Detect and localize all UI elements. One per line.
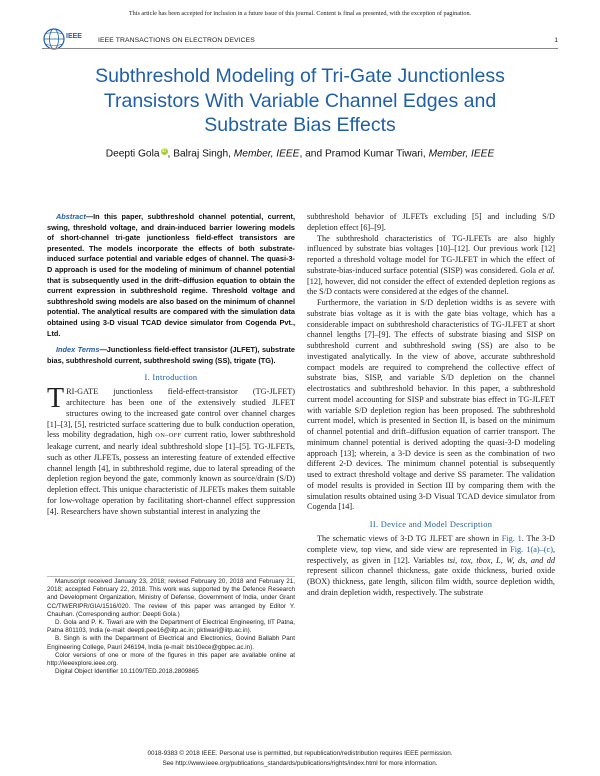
header-divider <box>42 48 558 49</box>
author-membership: Member, IEEE <box>428 148 495 160</box>
footnote-doi: Digital Object Identifier 10.1109/TED.2018.2809865 <box>55 668 199 676</box>
left-column <box>47 212 295 517</box>
permissions-line: See http://www.ieee.org/publications_standards/publications/rights/index.html for more information. <box>162 760 438 767</box>
right-paragraph-0: subthreshold behavior of JLFETs excluding [5] and including S/D depletion effect [6]–[9]. <box>307 212 555 232</box>
paragraph-text: The subthreshold characteristics of TG-JLFETs are also highly influenced by substrate bias voltages [10]–[12]. Our previous work [12] reported a threshold voltage model for TG-JLFET in which the effect of substrate-bias-induced surface potential (SISP) was considered. Gola <box>307 233 555 275</box>
author-name: Deepti Gola <box>105 148 160 160</box>
abstract <box>47 212 295 339</box>
right-paragraph-1 <box>307 234 555 299</box>
figure-link[interactable]: Fig. 1 <box>501 534 522 543</box>
section-heading-introduction: I. Introduction <box>144 373 198 383</box>
paragraph-text: , respectively, as given in [12]. Variables <box>307 544 555 565</box>
footnote-manuscript: Manuscript received January 23, 2018; revised February 20, 2018 and February 21, 2018; accepted February 22, 2018. This work was supported by the Defence Research and Development Organization, Ministry of Defense, Government of India, under Grant CC/TM/ERIPR/GIA/1516/020. The review of this paper was arranged by Editor Y. Chauhan. (Corresponding author: Deepti Gola.) <box>47 578 295 618</box>
abstract-label: Abstract <box>56 212 86 221</box>
author-separator: , Balraj Singh, <box>167 148 234 160</box>
paragraph-text: The schematic views of 3-D TG JLFET are shown in <box>317 534 502 543</box>
journal-name: IEEE TRANSACTIONS ON ELECTRON DEVICES <box>98 37 255 44</box>
paragraph-text: represent silicon channel thickness, gate oxide thickness, buried oxide (BOX) thickness, gate length, silicon film width, source depletion width, and drain depletion width, respectively. The substrate <box>307 566 555 597</box>
paragraph-text: . The 3-D complete view, top view, and side view are represented in <box>307 534 555 554</box>
index-terms-label: Index Terms <box>56 345 100 355</box>
orcid-icon[interactable]: iD <box>161 148 167 154</box>
footnotes <box>47 578 295 676</box>
author-line <box>40 148 560 159</box>
footnote-color: Color versions of one or more of the figures in this paper are available online at http://ieeexplore.ieee.org. <box>47 651 295 668</box>
index-terms <box>47 345 295 366</box>
figure-link[interactable]: Fig. 1(a)–(c) <box>510 544 553 554</box>
intro-paragraph <box>47 383 295 517</box>
right-paragraph-3 <box>307 534 555 599</box>
page-number: 1 <box>554 37 558 44</box>
paper-title: Subthreshold Modeling of Tri-Gate Junctionless Transistors With Variable Channel Edges and Substrate Bias Effects <box>95 65 505 136</box>
right-column <box>307 212 555 599</box>
acceptance-notice: This article has been accepted for inclusion in a future issue of this journal. Content is final as presented, with the exception of pagination. <box>128 10 472 17</box>
drop-cap: T <box>47 383 65 415</box>
right-paragraph-2: Furthermore, the variation in S/D depletion widths is as severe with substrate bias voltage as it is with the gate bias voltage, which has a considerable impact on subthreshold characteristics of TG-JLFET at short channel lengths [7]–[9]. The effects of substrate biasing and SISP on subthreshold current and subthreshold swing (SS) are also to be investigated analytically. In the view of above, accurate subthreshold compact models are required to comprehend the collective effect of substrate bias, SISP, and variable S/D depletion on the channel electrostatics and subthreshold behavior. In this paper, a subthreshold current model accounting for SISP and substrate bias effect in TG-JLFET with variable S/D depletion region has been proposed. The subthreshold current model, which is presented in Section II, is based on the minimum of channel potential and drift–diffusion equation of carrier transport. The minimum channel potential is derived adopting the quasi-3-D modeling approach [13]; wherein, a 3-D device is seen as the combination of two different 2-D devices. The minimum channel potential is subsequently used to extract threshold voltage and derive SS parameter. The validation of model results is provided in Section III by comparing them with the simulation results obtained using 3-D Visual TCAD device simulator from Cogenda [14]. <box>307 298 555 512</box>
author-separator: , and Pramod Kumar Tiwari, <box>299 148 429 160</box>
copyright-line: 0018-9383 © 2018 IEEE. Personal use is permitted, but republication/redistribution requires IEEE permission. <box>147 750 453 757</box>
footnote-affiliation-1: D. Gola and P. K. Tiwari are with the Department of Electrical Engineering, IIT Patna, Patna 801103, India (e-mail: deepti.pee16@iitp.ac.in; pktiwari@iitp.ac.in). <box>47 619 295 635</box>
intro-text-cont: current ratio, lower subthreshold leakage current, and nearly ideal subthreshold slope [1]–[5]. TG-JLFETs, such as other JLFETs, possess an interesting feature of extended effective channel length [4], in subthreshold regime, due to lateral spreading of the depletion region beyond the gate, commonly known as source/drain (S/D) depletion effect. This unique characteristic of JLFETs makes them suitable for low-voltage operation by facilitating short-channel effect suppression [4]. Researchers have shown substantial interest in analyzing the <box>47 430 295 516</box>
footnote-divider <box>47 576 295 577</box>
abstract-text: —In this paper, subthreshold channel potential, current, swing, threshold voltage, and drain-induced barrier lowering models of short-channel tri-gate junctionless field-effect transistors are presented. The models incorporate the effects of both substrate-induced surface potential and variable edges of channel. The quasi-3-D approach is used for the modeling of minimum of channel potential that is subsequently used in the drift–diffusion equation to obtain the current expression in subthreshold regime. Threshold voltage and subthreshold swing models are also based on the minimum of channel potential. The analytical results are compared with the simulation data obtained using 3-D visual TCAD device simulator from Cogenda Pvt., Ltd. <box>47 212 295 338</box>
et-al-text: et al. <box>538 265 555 275</box>
footnote-affiliation-2: B. Singh is with the Department of Electrical and Electronics, Govind Ballabh Pant Engineering College, Pauri 246194, India (e-mail: bls10ece@gbpec.ac.in). <box>47 635 295 651</box>
variables-text: tsi, tox, tbox, L, W, ds, and dd <box>447 555 555 565</box>
intro-text: RI-GATE junctionless field-effect-transistor (TG-JLFET) architecture has been one of the extensively studied JLFET structures owing to the increased gate control over channel charges [1]–[3], [5], restricted surface scattering due to bulk conduction operation, less mobility degradation, high <box>47 387 295 440</box>
on-off-text: ON–OFF <box>155 432 182 440</box>
author-membership: Member, IEEE <box>233 148 300 160</box>
index-terms-text: —Junctionless field-effect transistor (JLFET), substrate bias, subthreshold current, subthreshold swing (SS), trigate (TG). <box>47 345 296 365</box>
ieee-logo-text: IEEE <box>66 33 82 40</box>
paragraph-text: [12], however, did not consider the effect of extended depletion regions as the S/D contacts were considered at the edges of the channel. <box>307 276 555 297</box>
section-heading-device: II. Device and Model Description <box>369 520 493 529</box>
